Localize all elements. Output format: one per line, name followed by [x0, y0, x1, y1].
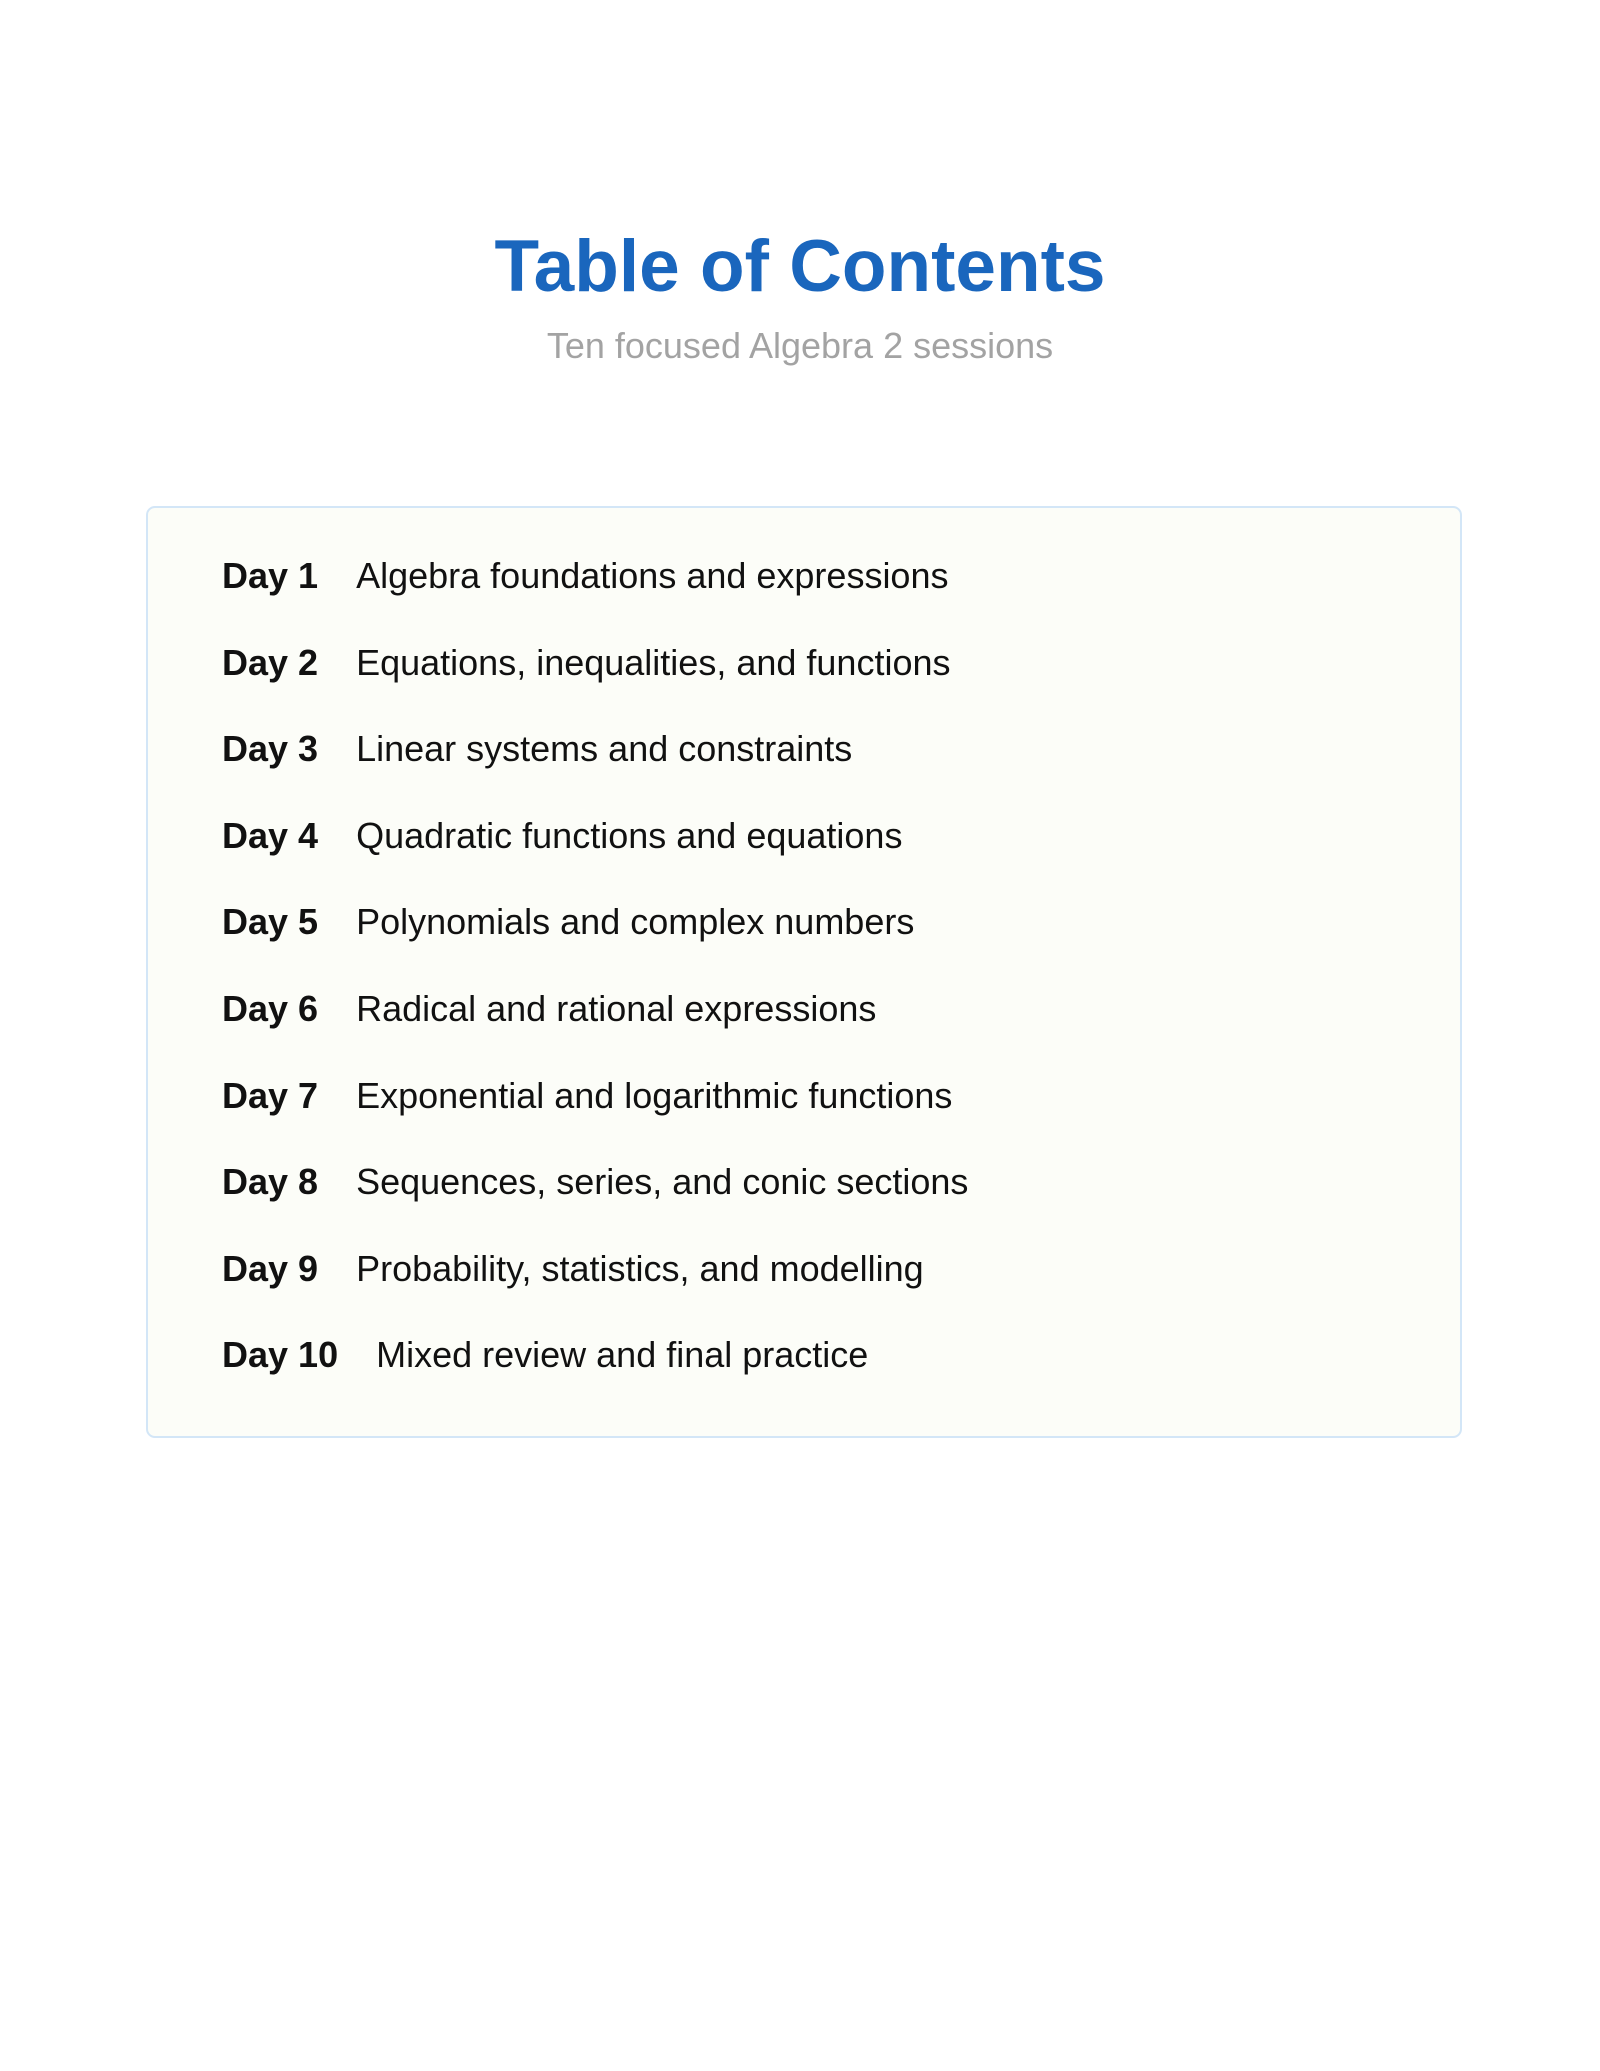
toc-day-label: Day 9: [222, 1247, 319, 1289]
toc-topic: Exponential and logarithmic functions: [356, 1074, 953, 1116]
toc-topic: Algebra foundations and expressions: [356, 555, 949, 596]
toc-item-day-10: [222, 1333, 968, 1420]
toc-item-day-8: [222, 1160, 968, 1247]
page-title: Table of Contents: [494, 226, 1106, 307]
toc-item-day-4: [222, 814, 968, 901]
toc-day-label: Day 5: [222, 901, 319, 943]
page-subtitle: Ten focused Algebra 2 sessions: [546, 325, 1054, 366]
toc-topic: Mixed review and final practice: [376, 1334, 869, 1376]
toc-topic: Radical and rational expressions: [356, 987, 877, 1029]
toc-item-day-5: [222, 900, 968, 987]
toc-day-label: Day 10: [222, 1334, 339, 1376]
toc-day-label: Day 6: [222, 987, 319, 1029]
toc-item-day-2: [222, 641, 968, 728]
toc-day-label: Day 1: [222, 555, 319, 596]
toc-day-label: Day 3: [222, 728, 319, 770]
toc-topic: Sequences, series, and conic sections: [356, 1161, 969, 1203]
toc-item-day-3: [222, 727, 968, 814]
toc-list: [222, 554, 968, 1420]
toc-day-label: Day 8: [222, 1161, 319, 1203]
toc-topic: Probability, statistics, and modelling: [356, 1247, 924, 1289]
toc-topic: Equations, inequalities, and functions: [356, 641, 951, 683]
toc-item-day-7: [222, 1074, 968, 1161]
toc-topic: Polynomials and complex numbers: [356, 901, 915, 943]
toc-day-label: Day 7: [222, 1074, 319, 1116]
toc-panel: [146, 506, 1462, 1438]
toc-topic: Linear systems and constraints: [356, 728, 853, 770]
toc-item-day-1: [222, 554, 968, 641]
toc-topic: Quadratic functions and equations: [356, 814, 903, 856]
toc-item-day-6: [222, 987, 968, 1074]
toc-day-label: Day 2: [222, 641, 319, 683]
toc-item-day-9: [222, 1247, 968, 1334]
toc-day-label: Day 4: [222, 814, 319, 856]
